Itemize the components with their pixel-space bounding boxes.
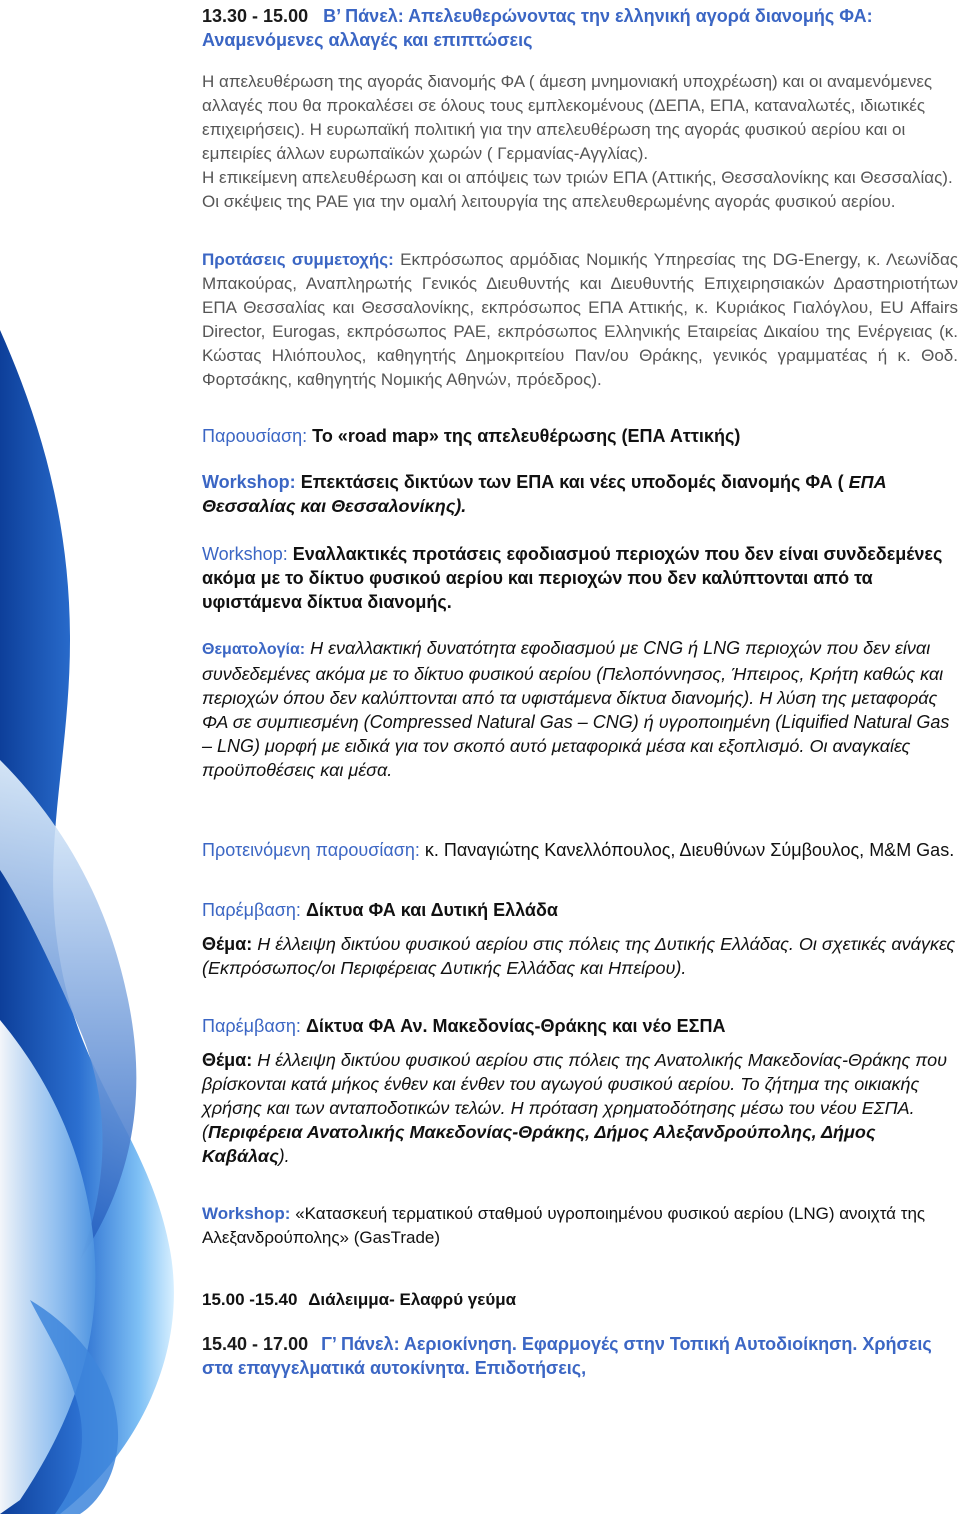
presentation-line <box>202 424 958 448</box>
intervention-1-title: Δίκτυα ΦΑ και Δυτική Ελλάδα <box>305 900 558 920</box>
panel-b-heading <box>202 4 958 52</box>
workshop-3-text: «Κατασκευή τερματικού σταθμού υγροποιημένου φυσικού αερίου (LNG) ανοιχτά της Αλεξανδρούπολης» (GasTrade) <box>202 1204 926 1247</box>
proposed-presentation <box>202 838 958 862</box>
intervention-2 <box>202 1014 958 1038</box>
topic-1-label: Θέμα: <box>202 934 253 954</box>
workshop-3-label: Workshop: <box>202 1204 291 1223</box>
thematology-label: Θεματολογία: <box>202 641 306 658</box>
panel-c-heading <box>202 1332 958 1380</box>
workshop-1-italic: ΕΠΑ Θεσσαλίας και Θεσσαλονίκης). <box>202 472 886 516</box>
workshop-1-label: Workshop: <box>202 472 296 492</box>
panel-b-time: 13.30 - 15.00 <box>202 6 309 26</box>
presentation-title: Το «road map» της απελευθέρωσης (ΕΠΑ Αττικής) <box>312 426 741 446</box>
gas-flame-graphic <box>0 0 200 1514</box>
presentation-label: Παρουσίαση: <box>202 426 308 446</box>
topic-2-end: ). <box>278 1146 290 1166</box>
break-title: Διάλειμμα- Ελαφρύ γεύμα <box>308 1290 517 1309</box>
workshop-3 <box>202 1202 958 1250</box>
panel-b-description-1: Η απελευθέρωση της αγοράς διανομής ΦΑ ( άμεση μνημονιακή υποχρέωση) και οι αναμενόμενες αλλαγές που θα προκαλέσει σε όλους τους εμπλεκομένους (ΔΕΠΑ, ΕΠΑ, καταναλωτές, ιδιωτικές επιχειρήσεις). Η ευρωπαϊκή πολιτική για την απελευθέρωση της αγοράς φυσικού αερίου και οι εμπειρίες άλλων ευρωπαϊκών χωρών ( Γερμανίας-Αγγλίας). <box>202 72 933 163</box>
participants-paragraph <box>202 248 958 392</box>
break-time: 15.00 -15.40 <box>202 1290 298 1309</box>
thematology-text: Η εναλλακτική δυνατότητα εφοδιασμού με CNG ή LNG περιοχών που δεν είναι συνδεδεμένες ακόμα με το δίκτυο φυσικού αερίου (Πελοπόννησος, Ήπειρος, Κρήτη καθώς και περιοχών όπου δεν καλύπτονται από τα υφιστάμενα δίκτυα διανομής). Η λύση της μεταφοράς ΦΑ σε συμπιεσμένη (Compressed Natural Gas – CNG) ή υγροποιημένη (Liquified Natural Gas – LNG) μορφή με ειδικά για τον σκοπό αυτό μεταφορικά μέσα και εξοπλισμό. Οι αναγκαίες προϋποθέσεις και μέσα. <box>202 638 950 780</box>
topic-2 <box>202 1048 958 1168</box>
panel-b-title: Β’ Πάνελ: Απελευθερώνοντας την ελληνική αγορά διανομής ΦΑ: Αναμενόμενες αλλαγές και επιπτώσεις <box>202 6 873 50</box>
intervention-2-label: Παρέμβαση: <box>202 1016 301 1036</box>
participants-label: Προτάσεις συμμετοχής: <box>202 250 394 269</box>
workshop-1-title: Επεκτάσεις δικτύων των ΕΠΑ και νέες υποδομές διανομής ΦΑ ( <box>300 472 844 492</box>
panel-c-title: Γ’ Πάνελ: Αεριοκίνηση. Εφαρμογές στην Τοπική Αυτοδιοίκηση. Χρήσεις στα επαγγελματικά αυτοκίνητα. Επιδοτήσεις, <box>202 1334 932 1378</box>
workshop-2 <box>202 542 958 614</box>
break-line <box>202 1288 958 1312</box>
intervention-2-title: Δίκτυα ΦΑ Αν. Μακεδονίας-Θράκης και νέο ΕΣΠΑ <box>305 1016 726 1036</box>
intervention-1 <box>202 898 958 922</box>
participants-text: Εκπρόσωπος αρμόδιας Νομικής Υπηρεσίας της DG-Energy, κ. Λεωνίδας Μπακούρας, Αναπληρωτής Γενικός Διευθυντής και Διευθυντής Επιχειρησιακών Δραστηριοτήτων ΕΠΑ Θεσσαλίας και Θεσσαλονίκης, εκπρόσωπος ΕΠΑ Αττικής, κ. Κυριάκος Γιαλόγλου, EU Affairs Director, Eurogas, εκπρόσωπος ΡΑΕ, εκπρόσωπος Ελληνικής Εταιρείας Δικαίου της Ενέργειας (κ. Κώστας Ηλιόπουλος, καθηγητής Δημοκριτείου Παν/ου Θράκης, γενικός γραμματέας ή κ. Θοδ. Φορτσάκης, καθηγητής Νομικής Αθηνών, πρόεδρος). <box>202 250 958 389</box>
topic-1 <box>202 932 958 980</box>
proposed-text: κ. Παναγιώτης Κανελλόπουλος, Διευθύνων Σύμβουλος, M&M Gas. <box>424 840 955 860</box>
topic-2-text: Η έλλειψη δικτύου φυσικού αερίου στις πόλεις της Ανατολικής Μακεδονίας-Θράκης που βρίσκονται κατά μήκος ένθεν και ένθεν του αγωγού φυσικού αερίου. Το ζήτημα της οικιακής χρήσης και των ανταποδοτικών τελών. Η πρόταση χρηματοδότησης μέσω του νέου ΕΣΠΑ. ( <box>202 1050 947 1142</box>
proposed-label: Προτεινόμενη παρουσίαση: <box>202 840 420 860</box>
workshop-2-label: Workshop: <box>202 544 288 564</box>
topic-2-label: Θέμα: <box>202 1050 253 1070</box>
panel-b-description-2: Η επικείμενη απελευθέρωση και οι απόψεις των τριών ΕΠΑ (Αττικής, Θεσσαλονίκης και Θεσσαλίας). Οι σκέψεις της ΡΑΕ για την ομαλή λειτουργία της απελευθερωμένης αγοράς φυσικού αερίου. <box>202 168 953 211</box>
thematology <box>202 636 958 782</box>
intervention-1-label: Παρέμβαση: <box>202 900 301 920</box>
workshop-1 <box>202 470 958 518</box>
topic-2-bold: Περιφέρεια Ανατολικής Μακεδονίας-Θράκης, Δήμος Αλεξανδρούπολης, Δήμος Καβάλας <box>202 1122 876 1166</box>
panel-c-time: 15.40 - 17.00 <box>202 1334 309 1354</box>
topic-1-text: Η έλλειψη δικτύου φυσικού αερίου στις πόλεις της Δυτικής Ελλάδας. Οι σχετικές ανάγκες (Εκπρόσωπος/οι Περιφέρειας Δυτικής Ελλάδας και Ηπείρου). <box>202 934 956 978</box>
workshop-2-title: Εναλλακτικές προτάσεις εφοδιασμού περιοχών που δεν είναι συνδεδεμένες ακόμα με το δίκτυο φυσικού αερίου και περιοχών που δεν καλύπτονται από τα υφιστάμενα δίκτυα διανομής. <box>202 544 943 612</box>
